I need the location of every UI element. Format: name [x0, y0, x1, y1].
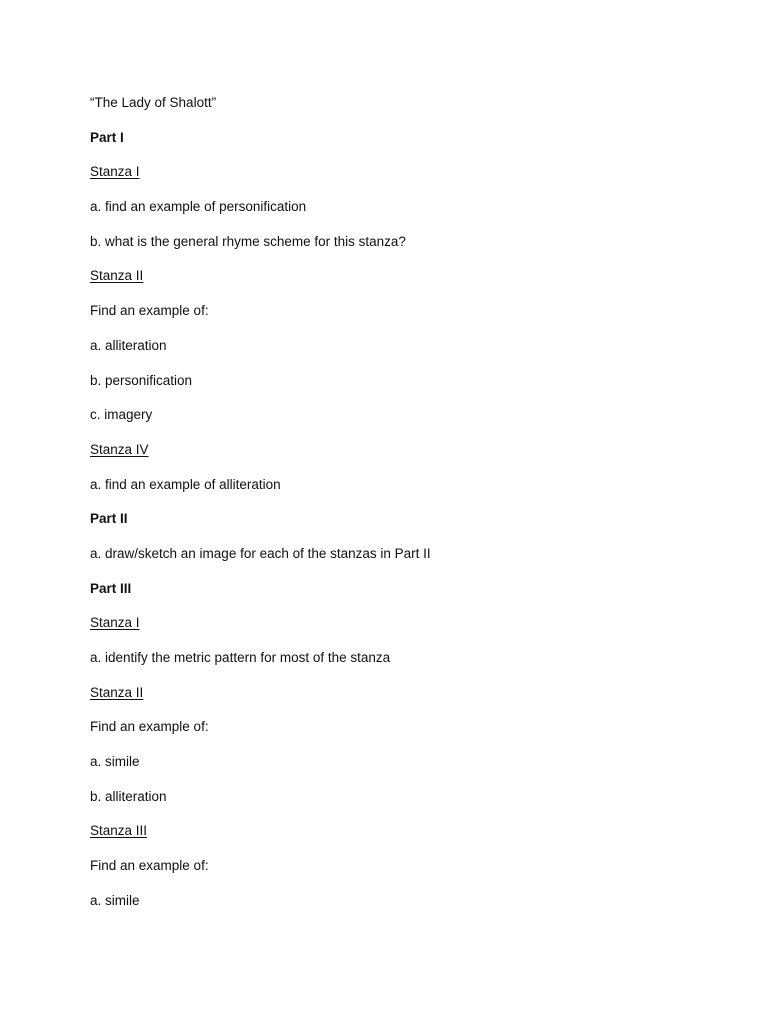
- question-item: a. alliteration: [90, 337, 167, 353]
- part-heading: Part III: [90, 580, 132, 596]
- question-item: a. find an example of personification: [90, 199, 307, 215]
- part-heading: Part I: [90, 129, 124, 145]
- question-item: a. identify the metric pattern for most of the stanza: [90, 650, 391, 665]
- part-heading: Part II: [90, 511, 128, 527]
- question-item: a. draw/sketch an image for each of the stanzas in Part II: [90, 545, 431, 561]
- stanza-heading: Stanza III: [90, 823, 148, 839]
- stanza-heading: Stanza IV: [90, 441, 149, 457]
- question-prompt: Find an example of:: [90, 303, 209, 319]
- stanza-heading: Stanza I: [90, 615, 140, 631]
- stanza-heading: Stanza II: [90, 684, 144, 700]
- document-page: [90, 93, 710, 926]
- question-item: b. personification: [90, 372, 193, 388]
- question-prompt: Find an example of:: [90, 719, 209, 735]
- stanza-heading: Stanza II: [90, 268, 144, 284]
- question-item: b. what is the general rhyme scheme for this stanza?: [90, 233, 406, 249]
- question-item: c. imagery: [90, 407, 153, 423]
- question-item: a. find an example of alliteration: [90, 476, 281, 492]
- question-item: a. simile: [90, 892, 140, 908]
- question-item: a. simile: [90, 754, 140, 770]
- stanza-heading: Stanza I: [90, 164, 140, 180]
- question-item: b. alliteration: [90, 788, 167, 804]
- question-prompt: Find an example of:: [90, 858, 209, 874]
- document-title: “The Lady of Shalott”: [90, 95, 217, 110]
